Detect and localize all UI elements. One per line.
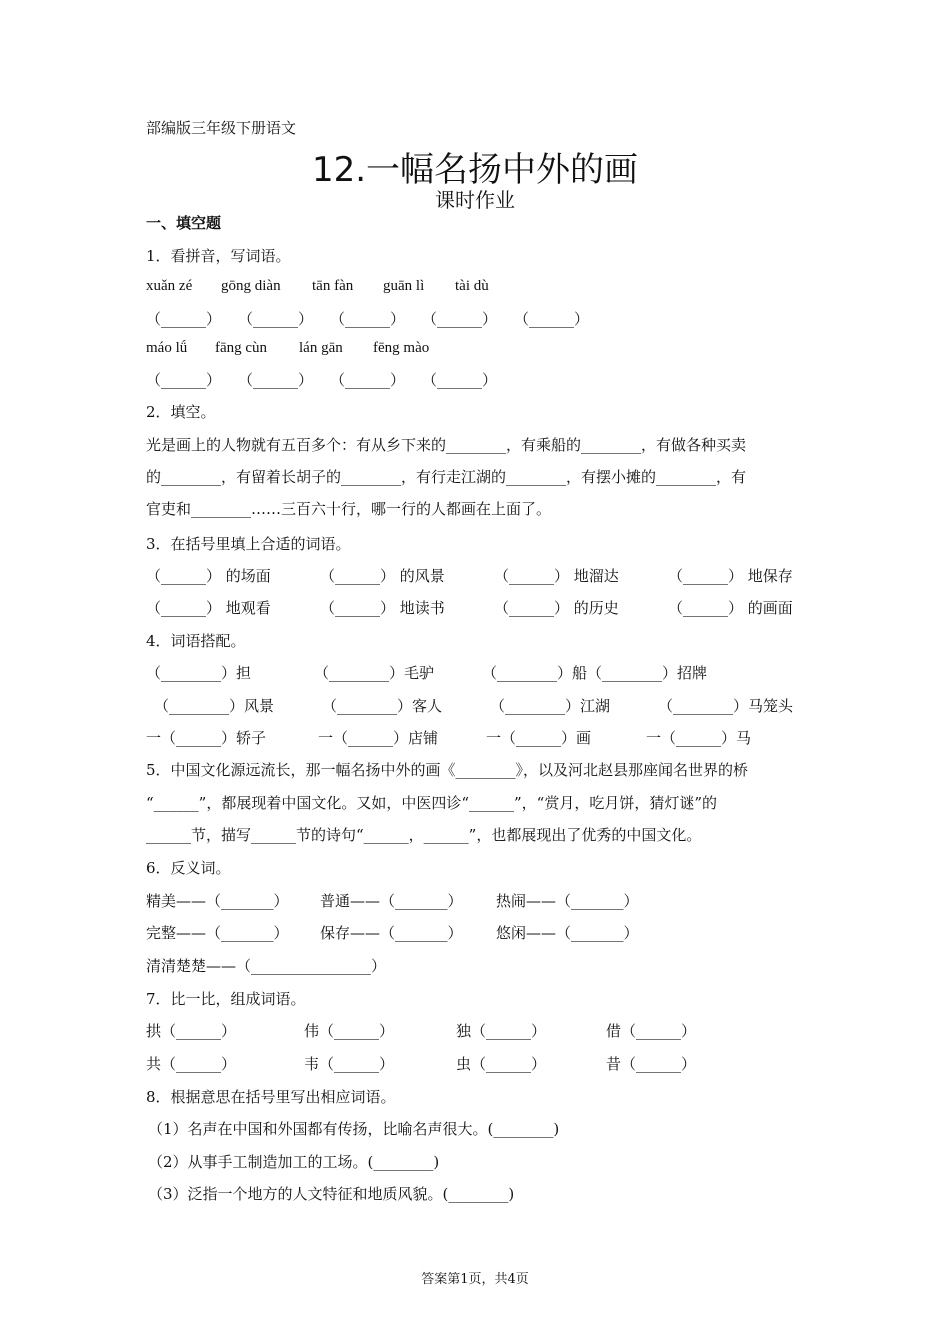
q1-pinyin-1: xuǎn zé [146, 278, 193, 294]
q3-item-6[interactable]: （______） 地读书 [320, 599, 445, 617]
section-heading: 一、填空题 [146, 214, 222, 232]
q4-item-5[interactable]: （________）客人 [322, 697, 443, 715]
q1-blank-7[interactable]: （______） [238, 371, 314, 389]
q4-item-4[interactable]: （________）风景 [154, 697, 275, 715]
q6-item-3[interactable]: 热闹——（_______） [496, 892, 639, 910]
q3-item-4[interactable]: （______） 地保存 [668, 567, 793, 585]
page-footer: 答案第1页，共4页 [421, 1272, 529, 1287]
q1-pinyin-5: tài dù [455, 278, 489, 294]
q1-blank-5[interactable]: （______） [514, 310, 590, 328]
q1-prompt: 1．看拼音，写词语。 [146, 247, 291, 265]
q1-pinyin-7: fāng cùn [215, 340, 268, 356]
q7-item-4[interactable]: 借（______） [606, 1022, 697, 1040]
q1-pinyin-2: gōng diàn [221, 278, 281, 294]
q6-item-7[interactable]: 清清楚楚——（________________） [146, 957, 387, 975]
q2-prompt: 2．填空。 [146, 403, 216, 421]
q2-text-line-2: 的________，有留着长胡子的________，有行走江湖的________，有摆小摊的________，有 [146, 468, 747, 486]
q7-item-2[interactable]: 伟（______） [304, 1022, 395, 1040]
q7-item-5[interactable]: 共（______） [146, 1055, 237, 1073]
q6-item-4[interactable]: 完整——（_______） [146, 924, 289, 942]
grade-label: 部编版三年级下册语文 [146, 119, 297, 137]
q4-item-9[interactable]: 一（______）店铺 [318, 729, 439, 747]
q8-item-1[interactable]: （1）名声在中国和外国都有传扬，比喻名声很大。(________) [148, 1120, 560, 1138]
q4-item-10[interactable]: 一（______）画 [486, 729, 592, 747]
q1-pinyin-9: fēng mào [373, 340, 430, 356]
q4-item-6[interactable]: （________）江湖 [490, 697, 611, 715]
q6-item-6[interactable]: 悠闲——（_______） [496, 924, 639, 942]
q3-item-8[interactable]: （______） 的画面 [668, 599, 793, 617]
q4-item-2[interactable]: （________）毛驴 [314, 664, 435, 682]
q7-item-6[interactable]: 韦（______） [304, 1055, 395, 1073]
q4-item-8[interactable]: 一（______）轿子 [146, 729, 267, 747]
q6-item-1[interactable]: 精美——（_______） [146, 892, 289, 910]
q3-prompt: 3．在括号里填上合适的词语。 [146, 535, 351, 553]
q3-item-1[interactable]: （______） 的场面 [146, 567, 271, 585]
q1-pinyin-4: guān lì [383, 278, 425, 294]
q7-item-1[interactable]: 拱（______） [146, 1022, 237, 1040]
q3-item-3[interactable]: （______） 地溜达 [494, 567, 619, 585]
q4-prompt: 4．词语搭配。 [146, 632, 246, 650]
q8-item-2[interactable]: （2）从事手工制造加工的工场。(________) [148, 1153, 440, 1171]
q7-item-7[interactable]: 虫（______） [456, 1055, 547, 1073]
q5-text-line-1: 5．中国文化源远流长，那一幅名扬中外的画《________》，以及河北赵县那座闻名世界的桥 [146, 761, 749, 779]
q7-item-3[interactable]: 独（______） [456, 1022, 547, 1040]
q1-pinyin-3: tān fàn [312, 278, 354, 294]
q1-blank-8[interactable]: （______） [330, 371, 406, 389]
q3-item-5[interactable]: （______） 地观看 [146, 599, 271, 617]
q1-blank-4[interactable]: （______） [422, 310, 498, 328]
q3-item-7[interactable]: （______） 的历史 [494, 599, 619, 617]
q1-pinyin-8: lán gān [299, 340, 343, 356]
q5-text-line-2: “______”，都展现着中国文化。又如，中医四诊“______”，“赏月，吃月饼，猜灯谜”的 [146, 794, 718, 812]
q8-item-3[interactable]: （3）泛指一个地方的人文特征和地质风貌。(________) [148, 1185, 515, 1203]
q2-text-line-1: 光是画上的人物就有五百多个：有从乡下来的________，有乘船的________，有做各种买卖 [146, 436, 747, 454]
q1-blank-2[interactable]: （______） [238, 310, 314, 328]
q7-item-8[interactable]: 昔（______） [606, 1055, 697, 1073]
q4-item-7[interactable]: （________）马笼头 [658, 697, 794, 715]
page-title: 12.一幅名扬中外的画 [311, 150, 639, 190]
q6-item-5[interactable]: 保存——（_______） [320, 924, 463, 942]
q3-item-2[interactable]: （______） 的风景 [320, 567, 445, 585]
q6-item-2[interactable]: 普通——（_______） [320, 892, 463, 910]
q5-text-line-3: ______节，描写______节的诗句“______，______”，也都展现出了优秀的中国文化。 [146, 826, 702, 844]
q4-item-1[interactable]: （________）担 [146, 664, 252, 682]
q4-item-11[interactable]: 一（______）马 [646, 729, 752, 747]
q1-pinyin-6: máo lǘ [146, 340, 188, 356]
q1-blank-6[interactable]: （______） [146, 371, 222, 389]
q6-prompt: 6．反义词。 [146, 859, 231, 877]
q1-blank-9[interactable]: （______） [422, 371, 498, 389]
q1-blank-1[interactable]: （______） [146, 310, 222, 328]
q8-prompt: 8．根据意思在括号里写出相应词语。 [146, 1088, 396, 1106]
q4-item-3[interactable]: （________）船（________）招牌 [482, 664, 708, 682]
q2-text-line-3: 官吏和________……三百六十行，哪一行的人都画在上面了。 [146, 500, 552, 518]
q7-prompt: 7．比一比，组成词语。 [146, 990, 306, 1008]
page-subtitle: 课时作业 [435, 188, 515, 212]
q1-blank-3[interactable]: （______） [330, 310, 406, 328]
